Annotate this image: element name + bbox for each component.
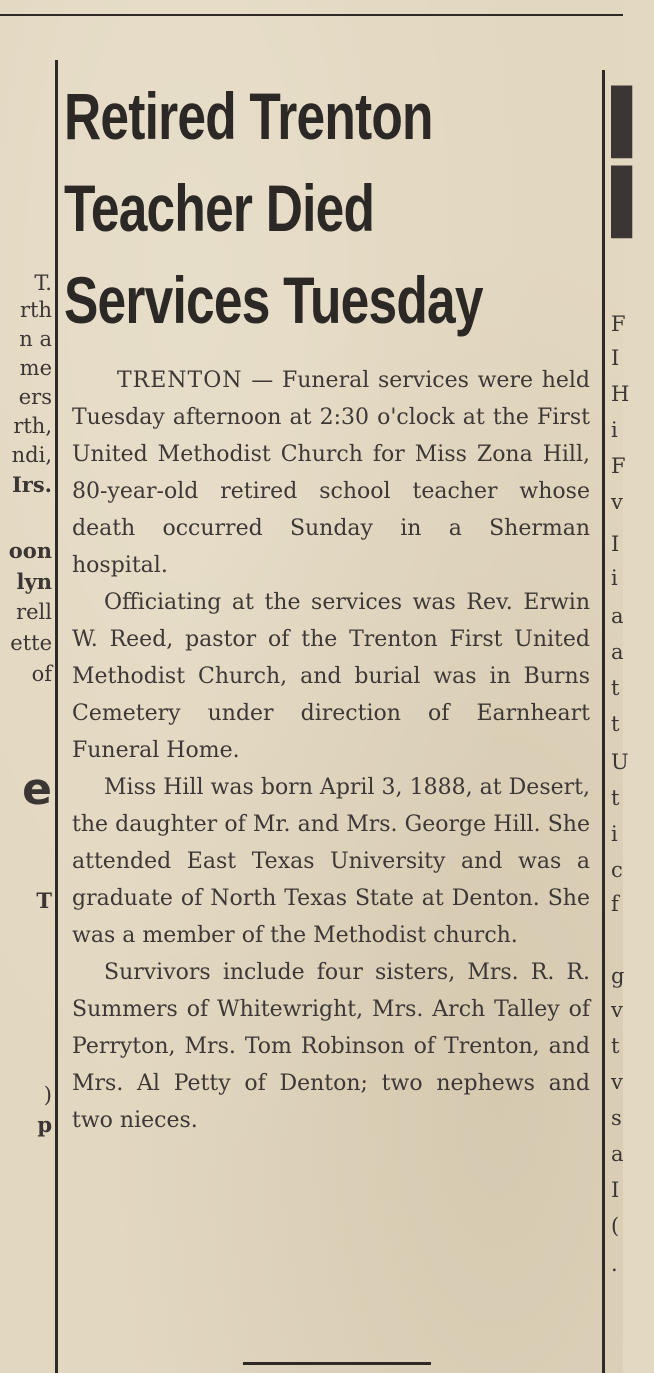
left-fragment-spacer: [0, 946, 52, 976]
left-fragment: ers: [18, 385, 52, 409]
right-fragment: F: [611, 312, 626, 336]
right-fragment: v: [611, 490, 623, 514]
left-fragment-spacer: [0, 1066, 52, 1080]
article-headline: [64, 70, 604, 346]
left-fragment: oon: [8, 538, 52, 563]
article-dateline: TRENTON: [117, 368, 243, 393]
right-fragment: f: [611, 892, 619, 916]
left-fragment: T: [36, 888, 52, 913]
article-paragraph-3: Miss Hill was born April 3, 1888, at Desert, the daughter of Mr. and Mrs. George Hill. She attended East Texas University and was a graduate of North Texas State at Denton. She was a member of the Methodist church.: [72, 775, 590, 948]
left-fragment: ): [43, 1083, 52, 1107]
left-fragment: of: [31, 662, 52, 686]
right-fragment: t: [611, 1034, 620, 1058]
article-end-rule: [243, 1362, 431, 1365]
right-fragment: I: [611, 1178, 620, 1202]
right-fragment: a: [611, 1142, 624, 1166]
right-fragment: H: [611, 382, 630, 406]
top-border-rule: [0, 14, 623, 16]
left-fragment: rell: [16, 600, 52, 624]
article-paragraph-2: Officiating at the services was Rev. Erwin W. Reed, pastor of the Trenton First United Methodist Church, and burial was in Burns Cemetery under direction of Earnheart Funeral Home.: [72, 590, 590, 763]
right-fragment: a: [611, 640, 624, 664]
left-fragment-spacer: [0, 750, 52, 760]
paragraph-1-text: — Funeral services were held Tuesday afternoon at 2:30 o'clock at the First United Methodist Church for Miss Zona Hill, 80-year-old retired school teacher whose death occurred Sunday in a Sherman hospital.: [72, 368, 590, 578]
left-fragment: lyn: [16, 569, 52, 594]
right-fragment: a: [611, 604, 624, 628]
article-paragraph-1: [72, 362, 590, 584]
left-column-divider: [55, 60, 58, 1373]
left-fragment-spacer: [0, 1036, 52, 1066]
right-fragment: i: [611, 418, 618, 442]
left-fragment: ette: [10, 631, 52, 655]
left-fragment: n a: [19, 327, 52, 351]
right-fragment: i: [611, 566, 618, 590]
headline-line-1: Retired Trenton: [64, 79, 433, 153]
left-fragment: rth: [19, 298, 52, 322]
left-fragment-spacer: [0, 820, 52, 880]
headline-line-3: Services Tuesday: [64, 263, 483, 337]
right-fragment: c: [611, 858, 623, 882]
left-fragment: Irs.: [11, 472, 52, 497]
right-column-fragments: [608, 0, 654, 1373]
right-fragment: I: [611, 532, 620, 556]
left-fragment: p: [37, 1112, 52, 1137]
right-fragment: s: [611, 1106, 622, 1130]
article-paragraph-4: Survivors include four sisters, Mrs. R. R. Summers of Whitewright, Mrs. Arch Talley of Perryton, Mrs. Tom Robinson of Trenton, and Mrs. Al Petty of Denton; two nephews and two nieces.: [72, 960, 590, 1133]
left-fragment: rth,: [13, 414, 52, 438]
right-headline-fragment: ▌: [611, 86, 654, 153]
right-fragment: g: [611, 964, 625, 988]
headline-line-2: Teacher Died: [64, 171, 375, 245]
left-fragment: me: [19, 356, 52, 380]
left-column-fragments: [0, 270, 52, 1140]
right-fragment: t: [611, 786, 620, 810]
right-headline-fragment: ▌: [611, 166, 654, 233]
right-fragment: t: [611, 676, 620, 700]
left-fragment: ndi,: [11, 443, 52, 467]
left-fragment-spacer: [0, 499, 52, 535]
left-fragment-heading: e: [22, 764, 52, 815]
left-fragment-spacer: [0, 1006, 52, 1036]
right-fragment: I: [611, 346, 620, 370]
left-fragment: T.: [34, 271, 52, 295]
right-fragment: v: [611, 1070, 623, 1094]
right-fragment: i: [611, 822, 618, 846]
article-body: [72, 362, 590, 1139]
right-fragment: (: [611, 1214, 620, 1238]
left-fragment-spacer: [0, 976, 52, 1006]
right-fragment: v: [611, 998, 623, 1022]
right-fragment: .: [611, 1252, 618, 1276]
right-fragment: U: [611, 750, 629, 774]
right-fragment: F: [611, 454, 626, 478]
right-fragment: t: [611, 712, 620, 736]
left-fragment-spacer: [0, 690, 52, 750]
left-fragment-spacer: [0, 916, 52, 946]
